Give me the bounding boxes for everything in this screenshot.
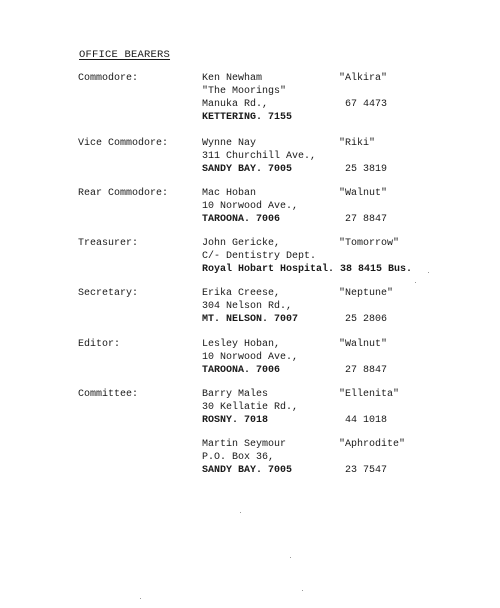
phone-number: 25 2806 bbox=[345, 314, 388, 325]
scan-speck bbox=[415, 282, 416, 283]
role-label: Editor: bbox=[78, 339, 121, 350]
phone-number: 25 3819 bbox=[345, 164, 388, 175]
address-line-2: Royal Hobart Hospital. 38 8415 Bus. bbox=[202, 264, 413, 275]
boat-name: "Walnut" bbox=[339, 339, 388, 350]
address-line-2: SANDY BAY. 7005 bbox=[202, 465, 293, 476]
boat-name: "Riki" bbox=[339, 138, 376, 149]
member-name: Ken Newham bbox=[202, 73, 263, 84]
phone-number: 27 8847 bbox=[345, 214, 388, 225]
boat-name: "Aphrodite" bbox=[339, 439, 406, 450]
scan-speck bbox=[240, 512, 241, 513]
member-name: Lesley Hoban, bbox=[202, 339, 281, 350]
address-line-1: 304 Nelson Rd., bbox=[202, 301, 293, 312]
boat-name: "Tomorrow" bbox=[339, 238, 400, 249]
scan-speck bbox=[140, 598, 141, 599]
role-label: Rear Commodore: bbox=[78, 188, 169, 199]
role-label: Commodore: bbox=[78, 73, 139, 84]
address-line-2: MT. NELSON. 7007 bbox=[202, 314, 299, 325]
role-label: Treasurer: bbox=[78, 238, 139, 249]
boat-name: "Alkira" bbox=[339, 73, 388, 84]
address-line-1: 10 Norwood Ave., bbox=[202, 201, 299, 212]
member-name: John Gericke, bbox=[202, 238, 281, 249]
scan-speck bbox=[302, 590, 303, 591]
boat-name: "Ellenita" bbox=[339, 389, 400, 400]
boat-name: "Neptune" bbox=[339, 288, 394, 299]
address-line-1: 10 Norwood Ave., bbox=[202, 352, 299, 363]
address-line-1: 311 Churchill Ave., bbox=[202, 151, 317, 162]
address-line-1: C/- Dentistry Dept. bbox=[202, 251, 317, 262]
address-line-2: TAROONA. 7006 bbox=[202, 365, 281, 376]
phone-number: 67 4473 bbox=[345, 99, 388, 110]
member-name: Martin Seymour bbox=[202, 439, 287, 450]
member-name: Barry Males bbox=[202, 389, 269, 400]
boat-name: "Walnut" bbox=[339, 188, 388, 199]
address-line-2: Manuka Rd., bbox=[202, 99, 269, 110]
scan-speck bbox=[428, 272, 429, 273]
address-line-2: SANDY BAY. 7005 bbox=[202, 164, 293, 175]
address-line-2: TAROONA. 7006 bbox=[202, 214, 281, 225]
role-label: Secretary: bbox=[78, 288, 139, 299]
role-label: Committee: bbox=[78, 389, 139, 400]
phone-number: 23 7547 bbox=[345, 465, 388, 476]
address-line-1: P.O. Box 36, bbox=[202, 452, 275, 463]
address-line-2: ROSNY. 7018 bbox=[202, 415, 269, 426]
phone-number: 27 8847 bbox=[345, 365, 388, 376]
address-line-1: "The Moorings" bbox=[202, 86, 287, 97]
page-title: OFFICE BEARERS bbox=[79, 49, 171, 61]
scan-speck bbox=[290, 557, 291, 558]
phone-number: 44 1018 bbox=[345, 415, 388, 426]
address-line-1: 30 Kellatie Rd., bbox=[202, 402, 299, 413]
member-name: Erika Creese, bbox=[202, 288, 281, 299]
address-line-3: KETTERING. 7155 bbox=[202, 112, 293, 123]
role-label: Vice Commodore: bbox=[78, 138, 169, 149]
member-name: Wynne Nay bbox=[202, 138, 257, 149]
member-name: Mac Hoban bbox=[202, 188, 257, 199]
